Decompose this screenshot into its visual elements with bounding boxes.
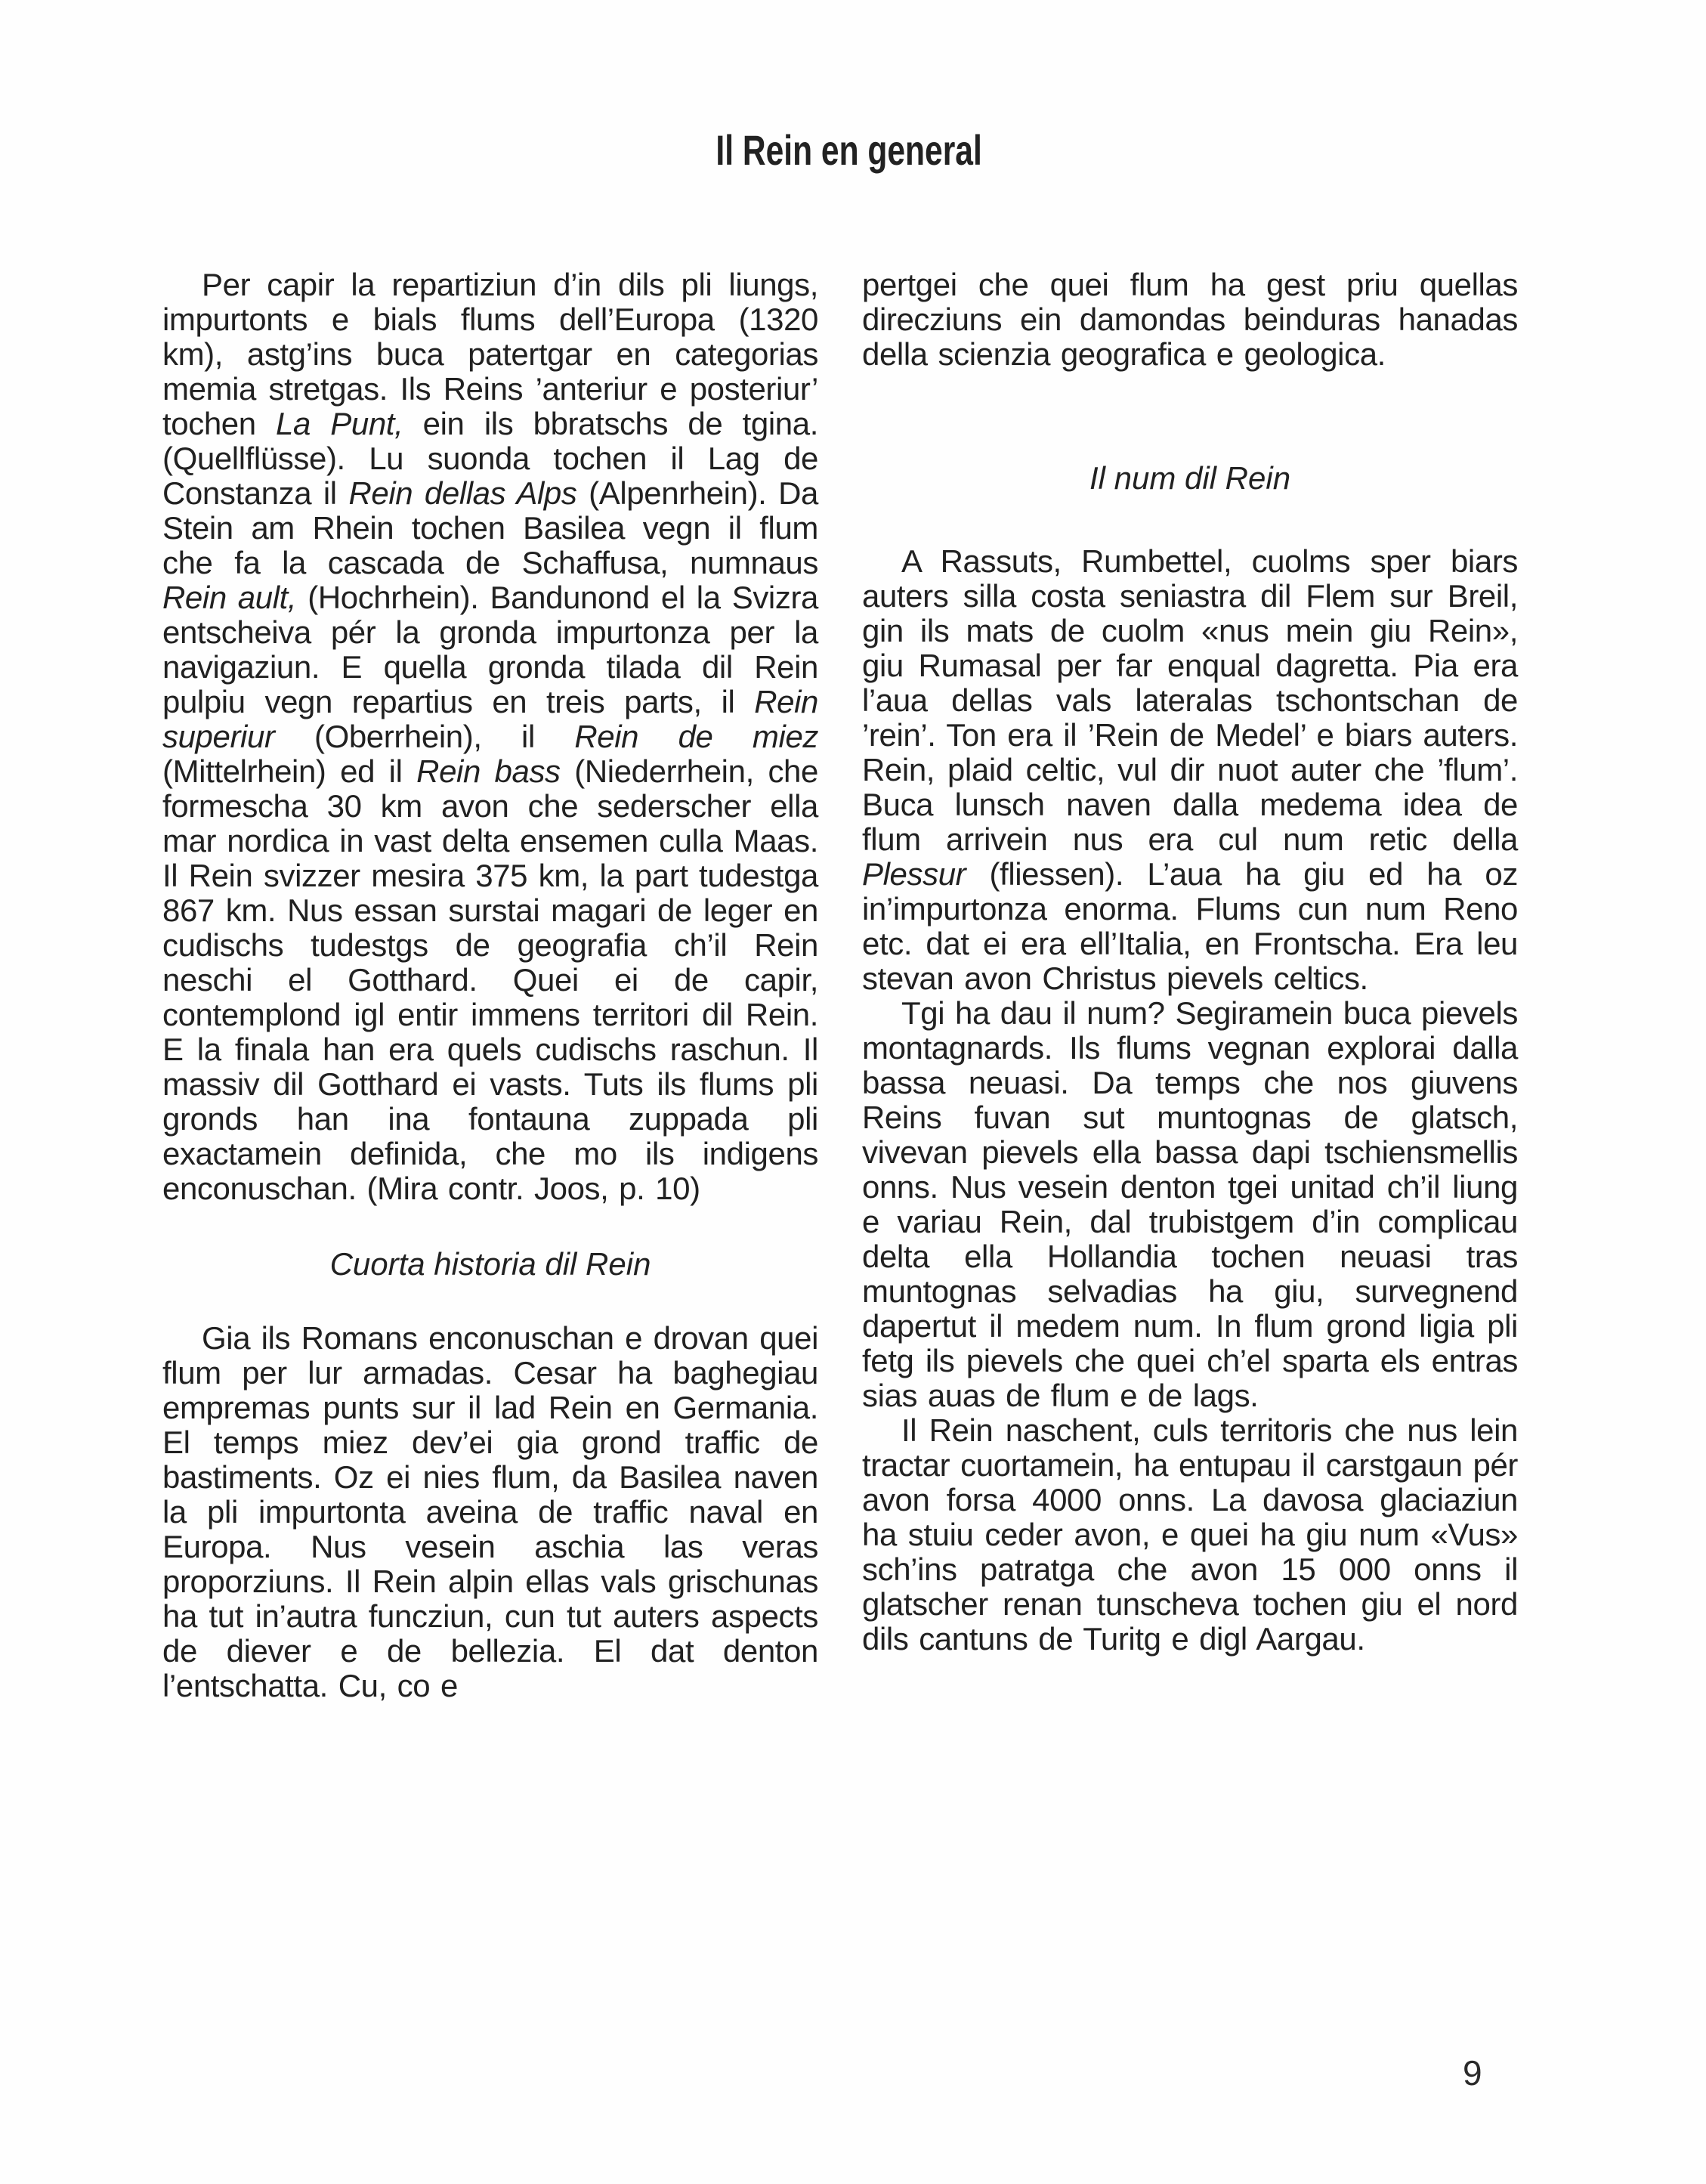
paragraph-rein-naschent: Il Rein naschent, culs territoris che nus lein tractar cuortamein, ha entupau il carstgaun pér avon forsa 4000 onns. La davosa glaciaziun ha stuiu ceder avon, e quei ha giu num «Vus» sch’ins patratga che avon 15 000 onns il glatscher renan tunscheva tochen giu el nord dils cantuns de Turitg e digl Aargau. xyxy=(862,1412,1518,1657)
paragraph-continuation: pertgei che quei flum ha gest priu quellas direcziuns ein damondas beinduras hanadas della scienzia geografica e geologica. xyxy=(862,267,1518,372)
text-columns xyxy=(0,268,1706,1703)
page-number: 9 xyxy=(1463,2053,1482,2093)
paragraph-historia: Gia ils Romans enconuschan e drovan quei flum per lur armadas. Cesar ha baghegiau empremas punts sur il lad Rein en Germania. El temps miez dev’ei gia grond traffic de bastiments. Oz ei nies flum, da Basilea naven la pli impurtonta aveina de traffic naval en Europa. Nus vesein aschia las veras proporziuns. Il Rein alpin ellas vals grischunas ha tut in’autra funcziun, cun tut auters aspects de diever e de bellezia. El dat denton l’entschatta. Cu, co e xyxy=(162,1320,818,1703)
paragraph-rein-general: Per capir la repartiziun d’in dils pli liungs, impurtonts e bials flums dell’Europa (1320 km), astg’ins buca patertgar en categorias memia stretgas. Ils Reins ’anteriur e posteriur’ tochen La Punt, ein ils bbratschs de tgina. (Quellflüsse). Lu suonda tochen il Lag de Constanza il Rein dellas Alps (Alpenrhein). Da Stein am Rhein tochen Basilea vegn il flum che fa la cascada de Schaffusa, numnaus Rein ault, (Hochrhein). Bandunond el la Svizra entscheiva pér la gronda impurtonza per la navigaziun. E quella gronda tilada dil Rein pulpiu vegn repartius en treis parts, il Rein superiur (Oberrhein), il Rein de miez (Mittelrhein) ed il Rein bass (Niederrhein, che formescha 30 km avon che sederscher ella mar nordica in vast delta ensemen culla Maas. Il Rein svizzer mesira 375 km, la part tudestga 867 km. Nus essan surstai magari de leger en cudischs tudestgs de geografia ch’il Rein neschi el Gotthard. Quei ei de capir, contemplond igl entir immens territori dil Rein. E la finala han era quels cudischs raschun. Il massiv dil Gotthard ei vasts. Tuts ils flums pli gronds han ina fontauna zuppada pli exactamein definida, che mo ils indigens enconuschan. (Mira contr. Joos, p. 10) xyxy=(162,267,819,1206)
right-column xyxy=(862,268,1518,1703)
section-heading-il-num: Il num dil Rein xyxy=(1089,460,1291,496)
paragraph-num-who: Tgi ha dau il num? Segiramein buca pievels montagnards. Ils flums vegnan explorai dalla bassa neuasi. Da temps che nos giuvens Reins fuvan sut muntognas de glatsch, vivevan pievels ella bassa dapi tschiensmellis onns. Nus vesein denton tgei unitad ch’il liung e variau Rein, dal trubistgem d’in complicau delta ella Hollandia tochen neuasi tras muntognas selvadias ha giu, survegnend dapertut il medem num. In flum grond ligia pli fetg ils pievels che quei ch’el sparta els entras sias auas de flum e de lags. xyxy=(862,995,1518,1413)
section-heading-cuorta-historia: Cuorta historia dil Rein xyxy=(329,1246,651,1282)
paragraph-num-origin: A Rassuts, Rumbettel, cuolms sper biars auters silla costa seniastra dil Flem sur Breil, gin ils mats de cuolm «nus mein giu Rein», giu Rumasal per far enqual dagretta. Pia era l’aua dellas vals lateralas tschontschan de ’rein’. Ton era il ’Rein de Medel’ e biars auters. Rein, plaid celtic, vul dir nuot auter che ’flum’. Buca lunsch naven dalla medema idea de flum arrivein nus era cul num retic della Plessur (fliessen). L’aua ha giu ed ha oz in’impurtonza enorma. Flums cun num Reno etc. dat ei era ell’Italia, en Frontscha. Era leu stevan avon Christus pievels celtics. xyxy=(862,543,1518,996)
left-column xyxy=(162,268,818,1703)
page-title: Il Rein en general xyxy=(715,126,982,174)
